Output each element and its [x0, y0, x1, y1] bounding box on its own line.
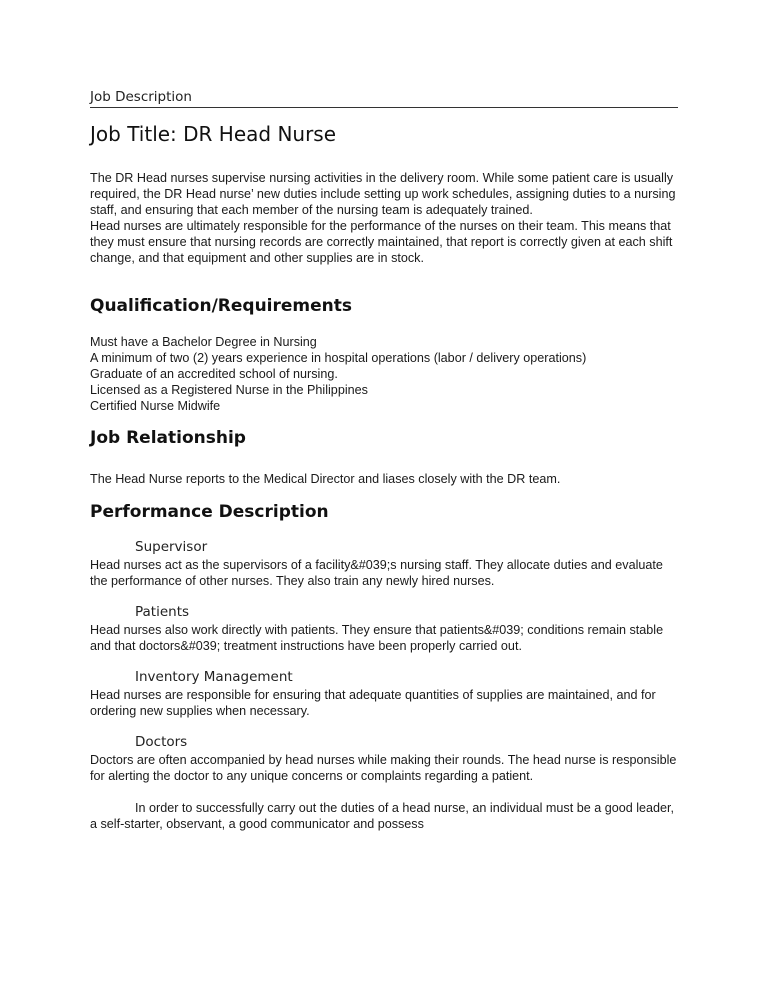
job-title: Job Title: DR Head Nurse [90, 122, 337, 146]
list-item: Certified Nurse Midwife [90, 399, 221, 413]
list-item: Graduate of an accredited school of nursing. [90, 367, 338, 381]
inventory-text: Head nurses are responsible for ensuring that adequate quantities of supplies are maintained, and for ordering new supplies when necessary. [90, 688, 656, 718]
performance-heading: Performance Description [90, 502, 329, 522]
subheading-inventory: Inventory Management [135, 669, 293, 685]
intro-section [90, 170, 682, 266]
document-header: Job Description [90, 88, 678, 108]
doctors-text: Doctors are often accompanied by head nurses while making their rounds. The head nurse is responsible for alerting the doctor to any unique concerns or complaints regarding a patient. [90, 753, 677, 783]
subheading-supervisor: Supervisor [135, 539, 208, 555]
patients-text: Head nurses also work directly with patients. They ensure that patients&#039; conditions remain stable and that doctors&#039; treatment instructions have been properly carried out. [90, 623, 664, 653]
subheading-doctors: Doctors [135, 734, 188, 750]
intro-paragraph: Head nurses are ultimately responsible for the performance of the nurses on their team. This means that they must ensure that nursing records are correctly maintained, that report is correctly given at each shift change, and that equipment and other supplies are in stock. [90, 219, 673, 265]
qualifications-list [90, 334, 682, 414]
subheading-patients: Patients [135, 604, 190, 620]
supervisor-text: Head nurses act as the supervisors of a facility&#039;s nursing staff. They allocate duties and evaluate the performance of other nurses. They also train any newly hired nurses. [90, 558, 663, 588]
list-item: Must have a Bachelor Degree in Nursing [90, 335, 317, 349]
intro-paragraph: The DR Head nurses supervise nursing activities in the delivery room. While some patient care is usually required, the DR Head nurse’ new duties include setting up work schedules, assigning duties to a nursing staff, and ensuring that each member of the nursing team is adequately trained. [90, 171, 676, 217]
qualifications-heading: Qualification/Requirements [90, 296, 352, 316]
list-item: Licensed as a Registered Nurse in the Philippines [90, 383, 368, 397]
list-item: A minimum of two (2) years experience in hospital operations (labor / delivery operations) [90, 351, 587, 365]
relationship-text: The Head Nurse reports to the Medical Director and liases closely with the DR team. [90, 472, 561, 486]
relationship-heading: Job Relationship [90, 428, 246, 448]
closing-paragraph: In order to successfully carry out the duties of a head nurse, an individual must be a good leader, a self-starter, observant, a good communicator and possess [90, 801, 675, 831]
